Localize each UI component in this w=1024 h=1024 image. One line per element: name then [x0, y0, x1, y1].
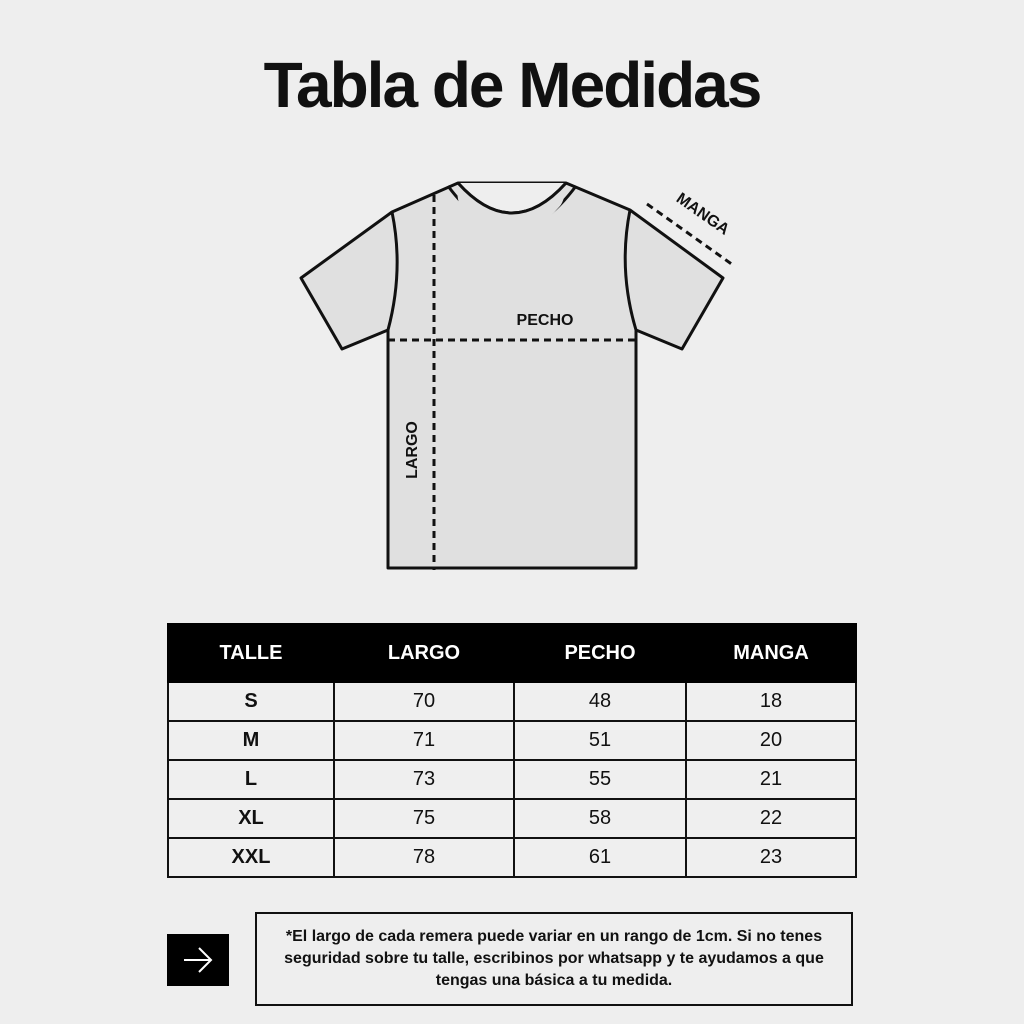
pecho-cell: 51 [514, 721, 686, 760]
table-header-row [168, 624, 856, 682]
tshirt-diagram [290, 170, 750, 580]
manga-cell: 22 [686, 799, 856, 838]
arrow-right-icon [181, 946, 215, 974]
pecho-cell: 55 [514, 760, 686, 799]
largo-cell: 71 [334, 721, 514, 760]
manga-cell: 20 [686, 721, 856, 760]
manga-cell: 21 [686, 760, 856, 799]
largo-cell: 78 [334, 838, 514, 877]
header-manga: MANGA [686, 624, 856, 682]
largo-cell: 75 [334, 799, 514, 838]
largo-label: LARGO [404, 421, 421, 479]
pecho-cell: 48 [514, 682, 686, 721]
size-cell: L [168, 760, 334, 799]
table-row [168, 799, 856, 838]
manga-label: MANGA [672, 190, 733, 239]
table-row [168, 838, 856, 877]
size-cell: S [168, 682, 334, 721]
table-row [168, 682, 856, 721]
pecho-label: PECHO [516, 312, 574, 329]
tshirt-outline [301, 183, 723, 568]
largo-cell: 73 [334, 760, 514, 799]
size-cell: XL [168, 799, 334, 838]
disclaimer-note [255, 912, 853, 1006]
header-largo: LARGO [334, 624, 514, 682]
table-row [168, 721, 856, 760]
size-cell: M [168, 721, 334, 760]
size-table [167, 623, 857, 878]
size-cell: XXL [168, 838, 334, 877]
largo-cell: 70 [334, 682, 514, 721]
header-pecho: PECHO [514, 624, 686, 682]
pecho-cell: 61 [514, 838, 686, 877]
page-title: Tabla de Medidas [263, 49, 761, 121]
pecho-cell: 58 [514, 799, 686, 838]
table-row [168, 760, 856, 799]
manga-cell: 18 [686, 682, 856, 721]
next-button[interactable] [167, 934, 229, 986]
disclaimer-text: *El largo de cada remera puede variar en un rango de 1cm. Si no tenes seguridad sobre tu talle, escribinos por whatsapp y te ayudamos a que tengas una básica a tu medida. [284, 928, 824, 989]
manga-cell: 23 [686, 838, 856, 877]
header-talle: TALLE [168, 624, 334, 682]
